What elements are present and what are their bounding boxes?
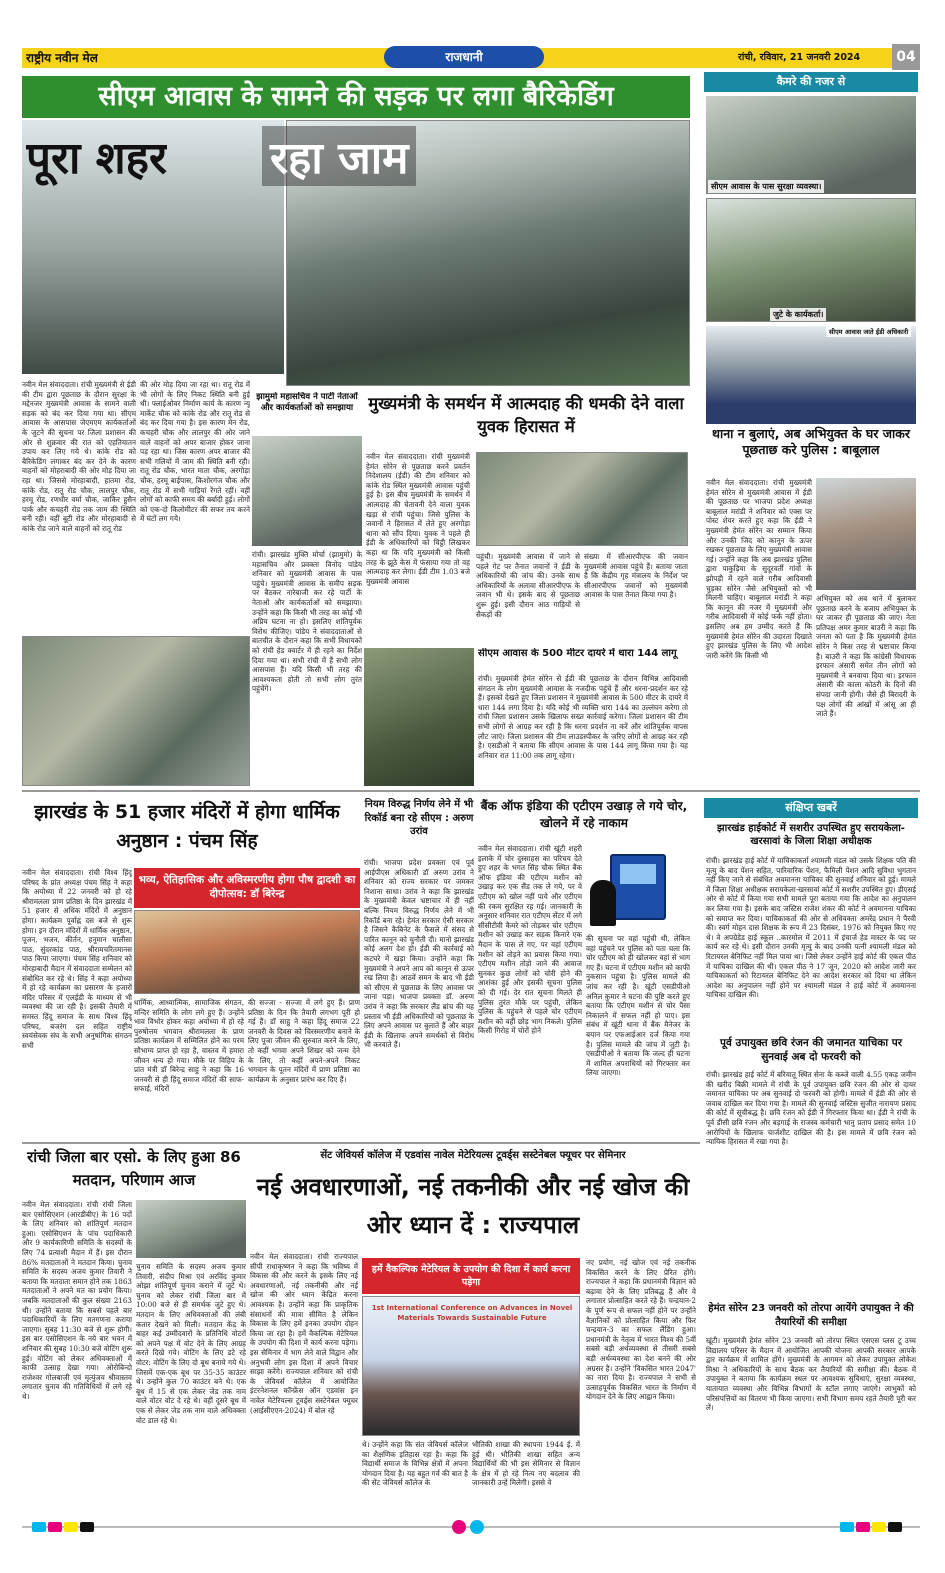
- lead-photo-police: [22, 636, 250, 786]
- sidebar-caption-3: सीएम आवास जाते ईडी अधिकारी: [826, 326, 911, 337]
- bar-voting-photo: [136, 1200, 246, 1258]
- brief-2-headline: पूर्व उपायुक्त छवि रंजन की जमानत याचिका पर सुनवाई अब दो फरवरी को: [720, 1037, 902, 1063]
- sidebar-caption-1: सीएम आवास के पास सुरक्षा व्यवस्था।: [708, 180, 824, 193]
- xaviers-kicker: सेंट जेवियर्स कॉलेज में एडवांस नावेल मेटेरियल्स टूवर्ड्स सस्टेनेबल फ्यूचर पर सेमिनार: [320, 1150, 626, 1161]
- xaviers-body-2: थे। उन्होंने कहा कि संत जेवियर्स कॉलेज का शैक्षणिक इतिहास रहा है। कहा कि विद्यार्थी समाज के विभिन्न क्षेत्रों में अपना योगदान दिया है। यह बहुत गर्व की बात है की सेंट जेवियर्स कॉलेज के: [362, 1440, 468, 1488]
- story2-truck-photo: [476, 452, 688, 546]
- story2-body-1: नवीन मेल संवाददाता। रांची मुख्यमंत्री हेमंत सोरेन से पूछताछ करने प्रवर्तन निदेशालय (ईडी) की टीम शनिवार को कांके रोड स्थित मुख्यमंत्री आवास पहुंची हुई है। इस बीच मुख्यमंत्री के समर्थन में आत्मदाह की चेतावनी देने वाला युवक खड़ा से रांची पहुंचा। जिसे पुलिस के जवानों ने हिरासत में लेते हुए अरगोड़ा थाना को सौंप दिया। युवक ने पहले ही ईडी के अधिकारियों को चिट्ठी लिखकर कहा था कि यदि मुख्यमंत्री को किसी तरह के झूठे केस में फंसाया गया तो वह आत्मदाह कर लेगा। ईडी टीम 1.03 बजे मुख्यमंत्री आवास: [366, 452, 470, 586]
- brief-1-body: रांची। झारखंड हाई कोर्ट में याचिकाकर्ता श्यामली मंडल को उसके शिक्षक पति की मृत्यु के बाद पेंशन सहित, पारिवारिक पेंशन, फैमिली पेंशन आदि सुविधा भुगतान नहीं किए जाने से संबंधित अवमानना याचिका की सुनवाई शनिवार को हुई। मामले में जिला शिक्षा अधीक्षक सरायकेला-खरसावां कोर्ट में सशरीर उपस्थित हुए। डीएसई ओर से कोर्ट में किया गया सभी मामले पूरा बताया गया कि आदेश का अनुपालन कर लिया गया है। इसके बाद जस्टिस राजेश शंकर की कोर्ट ने अवमानना याचिका को समाप्त कर दिया। याचिकाकर्ता की ओर से अधिवक्ता अमरेंद्र प्रधान ने पैरवी की। स्वर्ग मोहन दास शिक्षक के रूप में 23 दिसंबर, 1976 को नियुक्त किए गए थे। वे अपग्रेडेड हाई स्कूल ..कारमोल में 2011 में इंचार्ज हेड मास्टर के पद पर कार्य कर रहे थे। इसी दौरान उनकी मृत्यु के बाद उनकी पत्नी श्यामली मंडल को रिटायरल बेनिफिट नहीं मिल पाया था। जिसे लेकर उन्होंने हाई कोर्ट की एकल पीठ में याचिका दाखिल की थी। एकल पीठ ने 17 जून, 2020 को आदेश जारी कर याचिकाकर्ता को रिटायरल बेनिफिट देने का आदेश सरकार को दिया था लेकिन आदेश का अनुपालन नहीं होने पर श्यामली मंडल ने हाई कोर्ट में अवमानना याचिका दाखिल की।: [706, 856, 916, 1000]
- sidebar-body-2: अभियुक्त को अब थाने में बुलाकर पूछताछ करने के बजाय अभियुक्त के घर जाकर ही पूछताछ की जाए। नेता प्रतिपक्ष अमर कुमार बाउरी ने कहा कि जनता को पता है कि मुख्यमंत्री हेमंत सोरेन ने किस तरह से भ्रष्टाचार किया है। बाउरी ने कहा कि कांग्रेसी विधायक इरफान अंसारी समेत तीन लोगों को मुख्यमंत्री ने बनवाया दिया था। इरफान अंसारी की काला कोठरी के दिनों की संपदा जानी होगी। जैसे ही बिरादरी के पक्ष लोगों की आंखों में आंसू आ ही जाते हैं।: [816, 594, 916, 719]
- briefs-header: संक्षिप्त खबरें: [704, 798, 918, 818]
- conference-banner-text: 1st International Conference on Advances in Novel Materials Towards Sustainable Future: [371, 1304, 573, 1322]
- paper-name: राष्ट्रीय नवीन मेल: [26, 51, 98, 65]
- atm-headline: बैंक ऑफ इंडिया की एटीएम उखाड़ ले गये चोर, खोलने में रहे नाकाम: [480, 799, 688, 830]
- atm-body-2: की सूचना पर वहां पहुंची थी, लेकिन वहां पहुंचने पर पुलिस को पता चला कि चोर एटीएम को ही खोलकर वहां से भाग गए हैं। घटना में एटीएम मशीन को काफी नुकसान पहुंचा है। पुलिस मामले की जांच कर रही है। खूंटी एसडीपीओ अनिल कुमार ने घटना की पुष्टि करते हुए बताया कि एटीएम मशीन से चोर पैसा निकालने में सफल नहीं हो पाए। इस संबंध में खूंटी थाना में बैंक मैनेजर के बयान पर एफआईआर दर्ज किया गया है। पुलिस मामले की जांच में जुटी है। एसडीपीओ ने बताया कि जल्द ही घटना में शामिल अपराधियों को गिरफ्तार कर लिया जाएगा।: [586, 934, 690, 1078]
- masthead: [22, 44, 920, 70]
- temples-inset-body-1: धार्मिक, आध्यात्मिक, सामाजिक संगठन, मन्दिर समिति के लोग लगे हुए हैं। उन्होंने भाव विभोर होकर कहा अयोध्या में हो रहे पुरुषोत्तम भगवान श्रीरामलला के प्राण प्रतिष्ठा कार्यक्रम में सम्मिलित होने का परम सौभाग्य प्राप्त हो रहा है, वास्तव में हमारा जीवन धन्य हो गया। मौके पर विहिप के प्रांत मंत्री डॉ बिरेन्द्र साहु ने कहा कि 16 जनवरी से ही हिंदू समाज मंदिरों की साफ- सफाई, मंदिरों: [134, 998, 244, 1094]
- bar-body-1: नवीन मेल संवाददाता। रांची रांची जिला बार एसोसिएशन (आरडीबीए) के 16 पदों के लिए शनिवार को शांतिपूर्ण मतदान हुआ। एसोसिएशन के पांच पदाधिकारी और 9 कार्यकारिणी समिति के सदस्यों के लिए 74 प्रत्याशी मैदान में हैं। इस दौरान 86% मतदाताओं ने मतदान किया। चुनाव समिति के सदस्य अजय कुमार तिवारी ने बताया कि मतदाता समान होने तक 1863 मतदाताओं ने अपने मत का प्रयोग किया। जबकि मतदाताओं की कुल संख्या 2163 थी। उन्होंने बताया कि सबसे पहले बार पदाधिकारियों के लिए मतगणना कराया जाएगा। सुबह 11:30 बजे से शुरू होगी। इस बार एसोसिएशन के नये बार भवन में शनिवार की सुबह 10:30 बजे वोटिंग शुरू हुई। वोटिंग को लेकर अधिवक्ताओं में काफी उत्साह देखा गया। ओरोबिन्दो राजेश्वर गोलबाजी एवं मृत्युंजय श्रीवास्तव लगातार चुनाव की गतिविधियों में लगे रहे थे।: [22, 1200, 132, 1401]
- sidebar-body-1: नवीन मेल संवाददाता। रांची मुख्यमंत्री हेमंत सोरेन से मुख्यमंत्री आवास में ईडी की पूछताछ पर भाजपा प्रदेश अध्यक्ष बाबूलाल मरांडी ने शनिवार को एक्स पर पोस्ट शेयर करते हुए कहा कि ईडी ने मुख्यमंत्री हेमंत सोरेन का सम्मान किया और उनकी जिद को कानून के ऊपर रखकर पूछताछ के लिए मुख्यमंत्री आवास गई। उन्होंने कहा कि अब झारखंड पुलिस द्वारा पाकुड़िया के सुदूरवर्ती गांवों के झोपड़ी में रहने वाले गरीब आदिवासी चुड़का सोरेन जैसे अभियुक्तों को भी मिलनी चाहिए। बाबूलाल मरांडी ने कहा कि कानून की नजर में मुख्यमंत्री और गरीब आदिवासी में कोई फर्क नहीं होता। इसलिए अब हम उम्मीद करते हैं कि मुख्यमंत्री हेमंत सोरेन की उदारता दिखाते हुए झारखंड पुलिस के लिए भी आदेश जारी करेंगे कि किसी भी: [706, 478, 812, 660]
- sidebar-photo-2: [706, 198, 916, 322]
- sidebar-caption-2: जुटे के कार्यकर्ता।: [770, 308, 826, 321]
- yellow-swatch: [64, 1522, 78, 1532]
- footer-strip: [22, 1520, 920, 1534]
- lead-body-left: नवीन मेल संवाददाता। रांची मुख्यमंत्री से ईडी की टीम द्वारा पूछताछ के दौरान सुरक्षा के मद्देनजर मुख्यमंत्री आवास के सामने वाली सड़क को बंद कर दिया गया था। सीएम आवास के आसपास जेएमएम कार्यकर्ताओं के जुटने की सूचना पर जिला प्रशासन की ओर से शुक्रवार की रात को एहतियातन उपाय कर लिए गये थे। कांके रोड को बैरिकेडिंग लगाकर बंद कर देने के कारण वाहनों को मोहराबादी की ओर मोड़ दिया जा रहा था। जिससे मोरहाबादी, हातमा रोड, कांके रोड, रातू रोड चौक, लालपुर चौक, हरमू रोड, रणधीर वर्मा चौक, जाकिर हुसैन पार्क और कचहरी रोड तक जाम की स्थिति बनी रही। वहीं बूटी रोड और मोरहाबादी से कांके रोड जाने वाले वाहनों को रातू रोड: [22, 380, 136, 533]
- story2-sub-headline: सीएम आवास के 500 मीटर दायरे में धारा 144 लागू: [478, 648, 677, 659]
- lead-big-headline-1: पूरा शहर: [26, 133, 167, 184]
- lead-banner: सीएम आवास के सामने की सड़क पर लगा बैरिकेडिंग: [22, 76, 690, 118]
- story2-sub-body: रांची। मुख्यमंत्री हेमंत सोरेन से ईडी की पूछताछ के दौरान विभिन्न आदिवासी संगठन के लोग मुख्यमंत्री आवास के नजदीक पहुंचे हैं और धरना-प्रदर्शन कर रहे हैं। इसको देखते हुए जिला प्रशासन ने मुख्यमंत्री आवास के 500 मीटर के दायरे में धारा 144 लगा दिया है। यदि कोई भी व्यक्ति धारा 144 का उल्लंघन करेगा तो रांची जिला प्रशासन उसके खिलाफ सख्त कार्रवाई करेगा। जिला प्रशासन की टीम सभी लोगों से आग्रह कर रही है कि धरना प्रदर्शन ना करें और शांतिपूर्वक वापस लौट जाएं। जिला प्रशासन की टीम लाउडस्पीकर के जरिए लोगों से आग्रह कर रही है। एसडीओ ने बताया कि सीएम आवास के पास 144 लागू किया गया है। यह शनिवार रात 11:00 तक लागू रहेगा।: [478, 674, 688, 760]
- dateline: रांची, रविवार, 21 जनवरी 2024: [738, 52, 861, 63]
- bar-headline: रांची जिला बार एसो. के लिए हुआ 86 मतदान, परिणाम आज: [27, 1148, 241, 1189]
- temples-headline: झारखंड के 51 हजार मंदिरों में होगा धार्मिक अनुष्ठान : पंचम सिंह: [34, 801, 340, 852]
- xaviers-body-4: नए प्रयोग, नई खोज एवं नई तकनीक विकसित करने के लिए प्रेरित होंगे। राज्यपाल ने कहा कि प्रधानमंत्री विज्ञान को बढ़ावा देने के लिए प्रतिबद्ध हैं और वे लगातार प्रोत्साहित करते रहे हैं। चन्द्रयान-2 के पूर्ण रूप से सफल नहीं होने पर उन्होंने वैज्ञानिकों को प्रोत्साहित किया और फिर चन्द्रयान-3 का सफल लैंडिंग हुआ। प्रधानमंत्री के नेतृत्व में भारत विश्व की 5वीं सबसे बड़ी अर्थव्यवस्था से तीसरी सबसे बड़ी अर्थव्यवस्था का देश बनने की ओर अग्रसर है। उन्होंने 'विकसित भारत 2047' का नारा दिया है। राज्यपाल ने सभी से उत्साहपूर्वक विकसित भारत के निर्माण में योगदान देने के लिए आह्वान किया।: [586, 1258, 696, 1402]
- thief-silhouette-icon: [590, 880, 616, 926]
- cyan-swatch: [32, 1522, 46, 1532]
- xaviers-conference-photo: [362, 1296, 580, 1436]
- atm-body-1: नवीन मेल संवाददाता। रांची खूंटी शहरी इलाके में चोर दुस्साहस का परिचय देते हुए शहर के भगत सिंह चौक स्थित बैंक ऑफ इंडिया की एटीएम मशीन को उखाड़ कर एक सैंड तक ले गये, पर वे एटीएम को खोल नहीं पाये और एटीएम की रकम सुरक्षित रह गई। जानकारी के अनुसार शनिवार रात एटीएम सेंटर में लगे सीसीटीवी कैमरे को तोड़कर चोर एटीएम मशीन को उखाड़ कर सड़क किनारे एक मैदान के पास ले गए, पर वहां एटीएम मशीन को तोड़ने का प्रयास किया गया। एटीएम मशीन तोड़ो जाने की आवाज सुनकर कुछ लोगों को चोरी होने की आशंका हुई और इसकी सूचना पुलिस को दी गई। देर रात सूचना मिलते ही पुलिस तुरंत मौके पर पहुंची, लेकिन पुलिस के पहुंचने से पहले चोर एटीएम मशीन को वहीं छोड़ भाग निकले। पुलिस किसी गिरोह में चोरों होने: [478, 844, 582, 1036]
- row-divider-2: [22, 1142, 700, 1144]
- party-leader-photo: [252, 436, 362, 546]
- lead-big-headline-2: रहा जाम: [262, 126, 416, 186]
- story2-headline: मुख्यमंत्री के समर्थन में आत्मदाह की धमकी देने वाला युवक हिरासत में: [368, 394, 684, 436]
- lead-sub-headline: झामुमो महासचिव ने पार्टी नेताओं और कार्यकर्ताओं को समझाया: [256, 392, 358, 413]
- rules-headline: नियम विरुद्ध निर्णय लेने में भी रिकॉर्ड बना रहे सीएम : अरुण उरांव: [364, 799, 474, 837]
- brief-1-headline: झारखंड हाईकोर्ट में सशरीर उपस्थित हुए सरायकेला-खरसावां के जिला शिक्षा अधीक्षक: [717, 823, 905, 847]
- brief-3-headline: हेमंत सोरेन 23 जनवरी को तोरपा आयेंगे उपायुक्त ने की तैयारियों की समीक्षा: [708, 1303, 914, 1328]
- babulal-photo: [816, 478, 916, 590]
- brief-2-body: रांची। झारखंड हाई कोर्ट में बरियातू स्थित सेना के कब्जे वाली 4.55 एकड़ जमीन की खरीद बिक्री मामले में रांची के पूर्व उपायुक्त छवि रंजन की ओर से दायर जमानत याचिका पर अब सुनवाई दो फरवरी को होगी। मामले में ईडी की ओर से जवाब दाखिल कर दिया गया है। मामले की सुनवाई जस्टिस सुजीत नारायण प्रसाद की कोर्ट में सूचीबद्ध है। छवि रंजन को ईडी ने गिरफ्तार किया था। ईडी ने रांची के पूर्व डीसी छवि रंजन और बड़गाई के राजस्व कर्मचारी भानु प्रताप प्रसाद समेत 10 आरोपियों के खिलाफ चार्जशीट दाखिल की है। इस मामले में छवि रंजन को न्यायिक हिरासत में रखा गया है।: [706, 1070, 916, 1147]
- story2-guard-photo: [364, 648, 474, 786]
- sidebar-photo-3: [706, 326, 916, 424]
- xaviers-inset-headline: हमें वैकल्पिक मेटेरियल के उपयोग की दिशा में कार्य करना पड़ेगा: [362, 1258, 580, 1294]
- temples-body: नवीन मेल संवाददाता। रांची विश्व हिंदू परिषद के प्रांत अध्यक्ष पंचम सिंह ने कहा कि अयोध्या में 22 जनवरी को हो रहे श्रीरामलला प्राण प्रतिष्ठा के दिन झारखंड में 51 हजार से अधिक मंदिरों में अनुष्ठान होगा। कार्यक्रम पूर्वाह्न दस बजे से शुरू होगा। इन दौरान मंदिरों में धार्मिक अनुष्ठान, पूजन, भजन, कीर्तन, हनुमान चालीसा पाठ, सुंदरकांड पाठ, श्रीरामचरितमानस पाठ किया जाएगा। पंचम सिंह शनिवार को मोरहाबादी मैदान में संवाददाता सम्मेलन को संबोधित कर रहे थे। सिंह ने कहा अयोध्या में हो रहे कार्यक्रम का प्रसारण के हजारों मंदिर परिसर में एलईडी के माध्यम से भी व्यवस्था की जा रही है। इसकी तैयारी में समस्त हिंदू समाज के साथ विश्व हिंदू परिषद, बजरंग दल सहित राष्ट्रीय स्वयंसेवक संघ के सभी अनुषांगिक संगठन सभी: [22, 868, 132, 1050]
- xaviers-headline: नई अवधारणाओं, नई तकनीकी और नई खोज की ओर ध्यान दें : राज्यपाल: [256, 1173, 690, 1239]
- xaviers-body-1: नवीन मेल संवाददाता। रांची राज्यपाल सीपी राधाकृष्णन ने कहा कि भविष्य में विकास की और करने के इसके लिए नई अवधारणाओं, नई तकनीकी और नई खोज की ओर ध्यान केंद्रित करना आवश्यक है। उन्होंने कहा कि प्राकृतिक संसाधनों की मात्रा सीमित है लेकिन विकास के लिए हमें इनका उपयोग दोहन किया जा रहा है। हमें वैकल्पिक मेटेरियल के उपयोग की दिशा में कार्य करना पड़ेगा। इस सेमिनार में भाग लेने वाले विद्वान और अनुभवी लोग इस दिशा में अपने विचार साझा करेंगे। राज्यपाल शनिवार को रांची के जेवियर्स कॉलेज में आयोजित इंटरनेशनल कॉन्फ्रेंस ऑन एडवांस इन नावेल मेटेरियल्स टूवर्ड्स सस्टेनेबल फ्यूचर (आईसीएएन-2024) में बोल रहे: [250, 1252, 358, 1415]
- bar-body-2: चुनाव समिति के सदस्य अजय कुमार तिवारी, संदीप मिश्रा एवं अरविंद कुमार ओझा शांतिपूर्ण चुनाव कराने में जुटे थे। चुनाव को लेकर रांची जिला बार में 10:00 बजे से ही समर्थक जुटे हुए थे। मतदान के लिए अधिवक्ताओं की लंबी कतार देखने को मिली। मतदान केंद्र के बाहर कई उम्मीदवारों के प्रतिनिधि वोटरों को अपने पक्ष में वोट देने के लिए आग्रह करते दिखे गये। वोटिंग के लिए डटे रहे वोटर: वोटिंग के लिए दो बूथ बनाये गये थे। जिसमें एक-एक बूथ पर 35-35 काउंटर थे। उन्होंने कुल 70 काउंटर बने थे। एक बूथ में 15 से एक लेकर जेड तक नाम वाले वोटर वोट दे रहे थे। वहीं दूसरे बूथ में एक से लेकर जेड तक नाम वाले अधिवक्ता वोट डाल रहे थे।: [136, 1262, 246, 1425]
- magenta-swatch: [48, 1522, 62, 1532]
- temples-inset-headline: भव्य, ऐतिहासिक और अविस्मरणीय होगा पौष द्वादशी का दीपोत्सव: डॉ बिरेन्द्र: [134, 868, 360, 908]
- atm-illustration: [586, 844, 690, 930]
- temples-inset-body-2: की सज्जा - सज्जा में लगे हुए हैं। प्राण प्रतिष्ठा के दिन कि तैयारी लगभग पूरी हो गई हैं। डॉ साहु ने कहा हिंदू समाज 22 जनवरी के दिवस को चिरस्मरणीय बनाने के लिए पूजा जीवन की सुरुवात करने के लिए, तो कहीं भगवा अपने शिखर को जन्म देने के लिए, तो कहीं अपने-अपने निकट भगवान के पूतन मंदिरों में प्राण प्रतिष्ठा का कार्यक्रम के अनुसार प्रारंभ कर दिए हैं।: [248, 998, 360, 1084]
- center-target-icon: [452, 1520, 466, 1534]
- page-number: 04: [892, 44, 920, 70]
- lead-body-right: की ओर मोड़ दिया जा रहा था। रातू रोड में भी लोगों के लिए निकट स्थिति बनी हुई थी। फ्लाईओवर निर्माण कार्य के कारण न्यू मार्केट चौक को कांके रोड और रातू रोड से बंद कर दिया गया है। इस कारण मेन रोड, कचहरी चौक और लालपुर की ओर जाने वाले वाहनों को अपर बाजार होकर जाना पड़ रहा था। जिस कारण अपर बाजार की सभी गलियों में जाम की स्थिति बनी रही। रातू रोड चौक, भारत माता चौक, अरगोड़ा चौक, हरमू बाईपास, किशोरगंज चौक और रातू रोड में सभी गाड़ियां रेंगते रहीं। वहीं लोगों को काफी समय की बर्बादी हुई। लोगों को एक-दो किलोमीटर की सफर तय करने में घंटों लग गये।: [140, 380, 250, 524]
- row-divider-1: [22, 790, 920, 792]
- brief-3-body: खूंटी। मुख्यमंत्री हेमंत सोरेन 23 जनवरी को तोरपा स्थित एसएस प्लस टू उच्च विद्यालय परिसर के मैदान में आयोजित आपकी योजना आपकी सरकार आपके द्वार कार्यक्रम में शामिल होंगे। मुख्यमंत्री के आगमन को लेकर उपायुक्त लोकेश मिश्रा ने अधिकारियों के साथ बैठक कर तैयारियों की समीक्षा की। बैठक में उपायुक्त ने बताया कि कार्यक्रम स्थल पर आवश्यक सुविधाएं, सुरक्षा व्यवस्था, यातायात व्यवस्था और विभिन्न विभागों के स्टॉल लगाए जाएंगे। लाभुकों को परिसंपत्तियों का वितरण भी किया जाएगा। सभी विभाग समय रहते तैयारी पूरी कर लें।: [706, 1336, 916, 1413]
- rules-body: रांची। भाजपा प्रदेश प्रवक्ता एवं पूर्व आईपीएस अधिकारी डॉ अरुण उरांव ने शनिवार को राज्य सरकार पर जमकर निशाना साधा। उरांव ने कहा कि झारखंड के मुख्यमंत्री केवल भ्रष्टाचार में ही नहीं बल्कि नियम विरुद्ध निर्णय लेने में भी रिकॉर्ड बना रहे। हेमंत सरकार ऐसी सरकार है जिसने कैबिनेट के फैसले में संसद से पारित कानून को चुनौती दी। मानो झारखंड कोई अलग देश हो। ईडी की कार्रवाई को कटघरे में खड़ा किया। उन्होंने कहा कि मुख्यमंत्री ने अपने आप को कानून से ऊपर रख लिया है। आठवें समन के बाद भी ईडी को सीएम से पूछताछ के लिए आवास पर जाना पड़ा। भाजपा प्रवक्ता डॉ. अरुण उरांव ने कहा कि सरकार लैंड ब्रांच की यह प्रस्ताव भी ईडी अधिकारियों को पूछताछ के लिए अपने आवास पर बुलाते हैं और बाहर ईडी के खिलाफ अपने समर्थकों से विरोध भी करवाते हैं।: [364, 858, 474, 1050]
- sidebar-headline: थाना न बुलाएं, अब अभियुक्त के घर जाकर पूछताछ करे पुलिस : बाबूलाल: [712, 426, 910, 457]
- temples-group-photo: [134, 910, 360, 994]
- black-swatch: [80, 1522, 94, 1532]
- lead-sub-body: रांची। झारखंड मुक्ति मोर्चा (झामुमो) के महासचिव और प्रवक्ता विनोद पांडेय शनिवार को मुख्यमंत्री आवास के पास पहुंचे। मुख्यमंत्री आवास के समीप सड़क पर बैठकर नारेबाजी कर रहे पार्टी के नेताओं और कार्यकर्ताओं को समझाया। उन्होंने कहा कि किसी भी तरह का कोई भी अप्रिय घटना ना हो। इसलिए शांतिपूर्वक विरोध कीजिए। पांडेय ने संवाददाताओं से बातचीत के दौरान कहा कि सभी विधायकों को रांची हेड क्वार्टर में ही रहने का निर्देश दिया गया था। सभी रांची में हैं सभी लोग आसपास हैं। यदि किसी भी तरह की आवश्यकता होती तो सभी लोग तुरंत पहुंचेंगे।: [252, 550, 362, 694]
- sidebar-header: कैमरे की नजर से: [704, 72, 918, 92]
- story2-body-3: संख्या में सीआरपीएफ की जवान मुख्यमंत्री आवास पहुंचे हैं। बताया जाता है कि केंद्रीय गृह मंत्रालय के निर्देश पर सीआरपीएफ जवानों को मुख्यमंत्री आवास के पास तैनात किया गया है।: [584, 552, 688, 600]
- section-pill: राजधानी: [384, 46, 544, 68]
- story2-body-2: पहुंची। मुख्यमंत्री आवास में जाने से पहले गेट पर तैनात जवानों ने ईडी के अधिकारियों की जांच की। उनके साथ अधिकारियों के अलावा सीआरपीएफ के जवान भी थे। इसके बाद से पूछताछ शुरू हुई। इसी दौरान आठ गाड़ियों से सैकड़ों की: [476, 552, 580, 619]
- xaviers-body-3: भौतिकी शाखा की स्थापना 1944 ई. में हुई थी। भौतिकी शाखा सहित अन्य विद्यार्थियों की भी इस सेमिनार से विज्ञान के क्षेत्र में हो रहे नित्य नए बदलाव की जानकारी उन्हें मिलेगी। इससे वे: [472, 1440, 580, 1488]
